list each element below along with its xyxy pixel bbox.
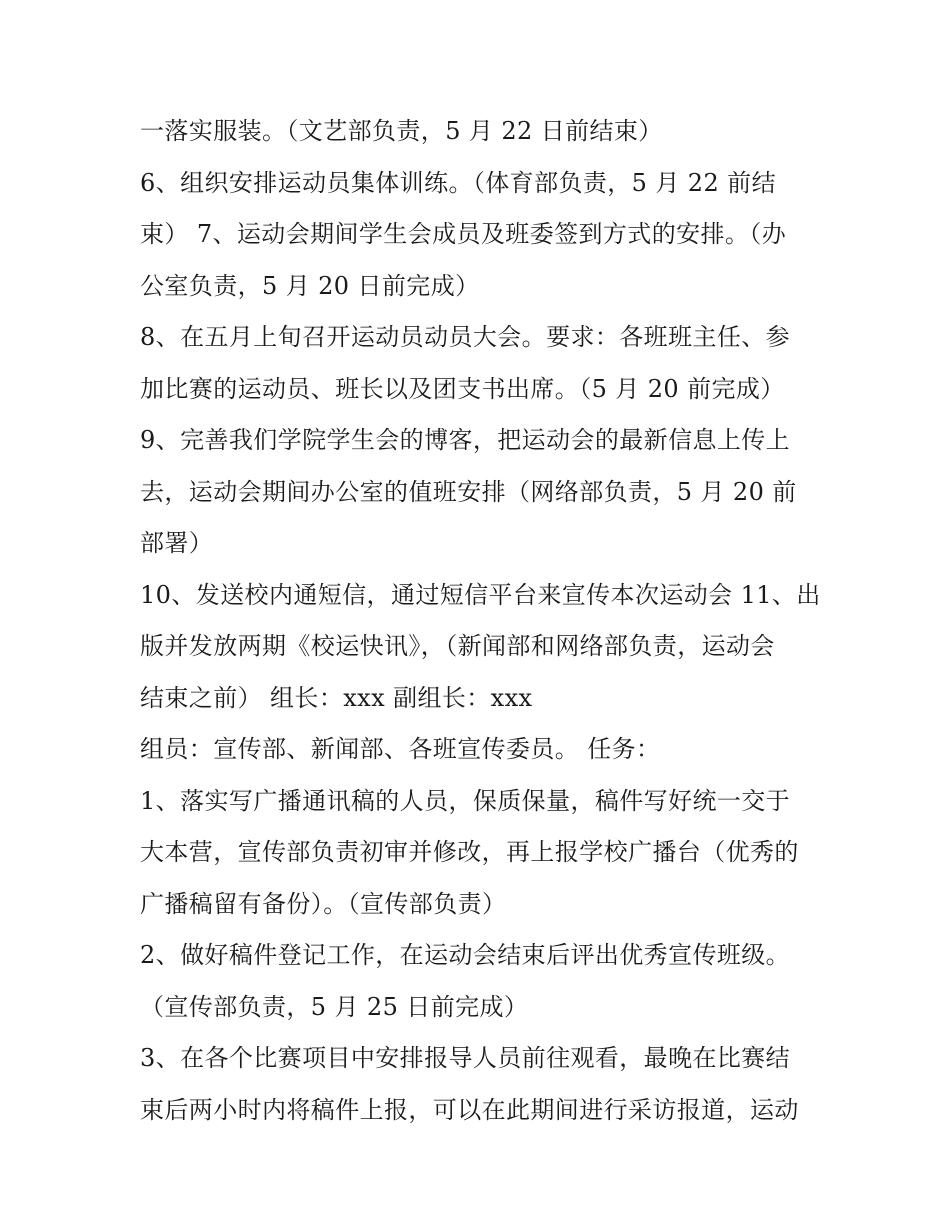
text-line: 一落实服装。（文艺部负责，5 月 22 日前结束） (140, 117, 663, 145)
text-line: 10、发送校内通短信，通过短信平台来宣传本次运动会 11、出 (140, 580, 821, 609)
text-line: 2、做好稿件登记工作，在运动会结束后评出优秀宣传班级。 (140, 941, 791, 969)
text-line: 3、在各个比赛项目中安排报导人员前往观看，最晚在比赛结 (140, 1044, 791, 1072)
text-line: 8、在五月上旬召开运动员动员大会。要求：各班班主任、参 (140, 323, 791, 351)
text-line: 大本营，宣传部负责初审并修改，再上报学校广播台（优秀的 (140, 838, 799, 866)
text-line: 6、组织安排运动员集体训练。（体育部负责，5 月 22 前结 (140, 168, 776, 197)
text-line: 1、落实写广播通讯稿的人员，保质保量，稿件写好统一交于 (140, 786, 791, 815)
text-line: 广播稿留有备份）。（宣传部负责） (140, 889, 507, 918)
text-line: 束后两小时内将稿件上报，可以在此期间进行采访报道，运动 (140, 1095, 799, 1124)
text-line: （宣传部负责，5 月 25 日前完成） (140, 992, 529, 1021)
text-line: 束） 7、运动会期间学生会成员及班委签到方式的安排。（办 (140, 220, 787, 248)
text-line: 公室负责，5 月 20 日前完成） (140, 271, 480, 300)
text-line: 组员：宣传部、新闻部、各班宣传委员。 任务： (140, 735, 661, 763)
text-line: 结束之前） 组长：xxx 副组长：xxx (140, 683, 533, 712)
text-line: 版并发放两期《校运快讯》，（新闻部和网络部负责，运动会 (140, 632, 775, 660)
text-line: 去，运动会期间办公室的值班安排（网络部负责，5 月 20 前 (140, 477, 797, 506)
text-line: 部署） (140, 529, 214, 557)
text-line: 加比赛的运动员、班长以及团支书出席。（5 月 20 前完成） (140, 374, 785, 403)
text-line: 9、完善我们学院学生会的博客，把运动会的最新信息上传上 (140, 426, 791, 454)
document-body (140, 106, 830, 1136)
